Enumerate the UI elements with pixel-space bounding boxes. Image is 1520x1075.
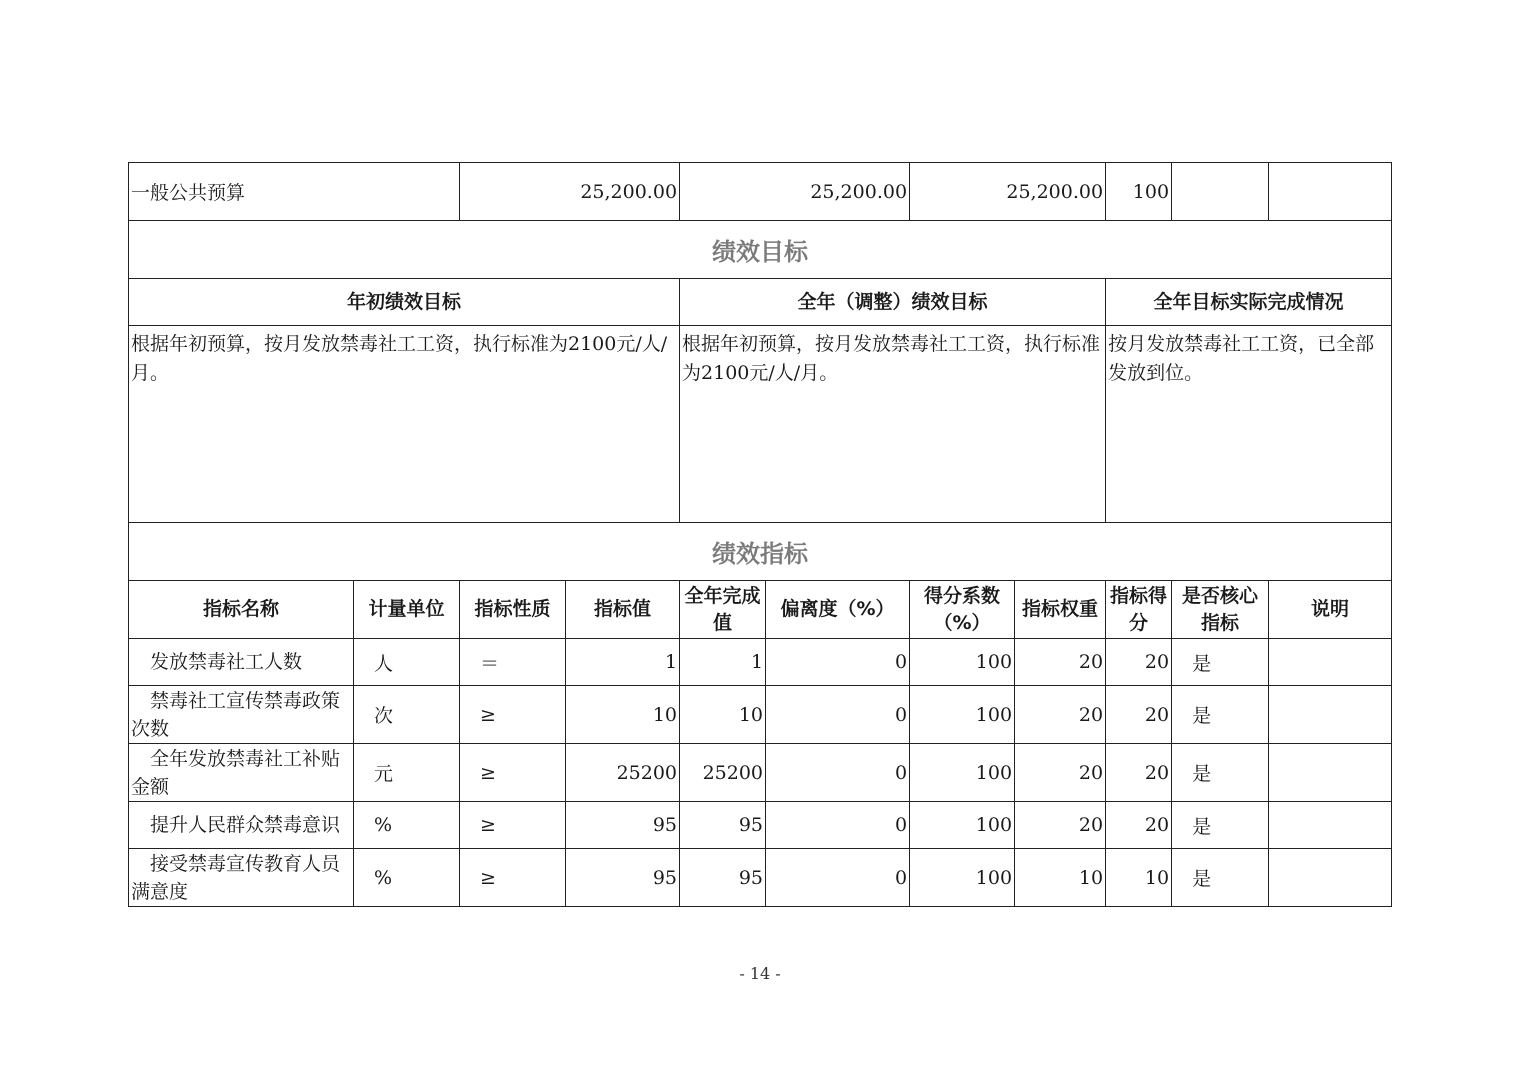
indicator-target: 95 [566,849,680,907]
header-target: 指标值 [566,581,680,639]
goal-header-actual: 全年目标实际完成情况 [1106,279,1392,326]
indicator-nature: ＝ [460,639,566,686]
table-row [129,802,1392,849]
indicator-coefficient: 100 [910,802,1015,849]
indicator-note [1269,686,1392,744]
indicator-weight: 20 [1015,639,1106,686]
header-score: 指标得分 [1106,581,1172,639]
indicator-name: 禁毒社工宣传禁毒政策次数 [129,686,354,744]
goal-text-adjusted: 根据年初预算，按月发放禁毒社工工资，执行标准为2100元/人/月。 [680,326,1106,523]
indicator-actual: 95 [680,802,766,849]
indicator-unit: 元 [354,744,460,802]
indicator-target: 95 [566,802,680,849]
performance-table [128,162,1392,907]
page-number: - 14 - [739,964,781,983]
goals-header-row [129,279,1392,326]
header-indicator-name: 指标名称 [129,581,354,639]
header-core: 是否核心指标 [1172,581,1269,639]
indicator-name: 发放禁毒社工人数 [129,639,354,686]
goals-title-row [129,221,1392,279]
indicator-deviation: 0 [766,639,910,686]
indicator-note [1269,849,1392,907]
header-deviation: 偏离度（%） [766,581,910,639]
budget-row [129,163,1392,221]
indicator-core: 是 [1172,802,1269,849]
indicator-unit: % [354,849,460,907]
indicator-note [1269,802,1392,849]
indicator-unit: 人 [354,639,460,686]
header-coefficient: 得分系数（%） [910,581,1015,639]
table-row [129,639,1392,686]
indicator-nature: ≥ [460,849,566,907]
indicator-coefficient: 100 [910,849,1015,907]
indicators-header-row [129,581,1392,639]
header-nature: 指标性质 [460,581,566,639]
indicator-score: 20 [1106,802,1172,849]
indicators-section-title: 绩效指标 [129,523,1392,581]
goals-body-row [129,326,1392,523]
header-unit: 计量单位 [354,581,460,639]
table-row [129,686,1392,744]
indicator-core: 是 [1172,639,1269,686]
indicator-actual: 95 [680,849,766,907]
indicator-note [1269,639,1392,686]
header-actual: 全年完成值 [680,581,766,639]
indicator-core: 是 [1172,849,1269,907]
budget-value-1: 25,200.00 [460,163,680,221]
budget-value-6 [1269,163,1392,221]
goal-header-initial: 年初绩效目标 [129,279,680,326]
indicator-target: 10 [566,686,680,744]
budget-value-4: 100 [1106,163,1172,221]
goal-text-initial: 根据年初预算，按月发放禁毒社工工资，执行标准为2100元/人/月。 [129,326,680,523]
indicator-actual: 1 [680,639,766,686]
indicator-deviation: 0 [766,802,910,849]
indicator-name: 接受禁毒宣传教育人员满意度 [129,849,354,907]
indicator-unit: 次 [354,686,460,744]
indicators-title-row [129,523,1392,581]
indicator-core: 是 [1172,744,1269,802]
header-note: 说明 [1269,581,1392,639]
indicator-score: 20 [1106,639,1172,686]
indicator-actual: 25200 [680,744,766,802]
indicator-weight: 20 [1015,744,1106,802]
table-row [129,744,1392,802]
indicator-note [1269,744,1392,802]
goal-header-adjusted: 全年（调整）绩效目标 [680,279,1106,326]
indicator-nature: ≥ [460,686,566,744]
indicator-score: 20 [1106,686,1172,744]
goal-text-actual: 按月发放禁毒社工工资，已全部发放到位。 [1106,326,1392,523]
indicator-deviation: 0 [766,744,910,802]
indicator-deviation: 0 [766,686,910,744]
indicator-actual: 10 [680,686,766,744]
indicator-deviation: 0 [766,849,910,907]
indicator-coefficient: 100 [910,686,1015,744]
table-row [129,849,1392,907]
indicator-weight: 10 [1015,849,1106,907]
goals-section-title: 绩效目标 [129,221,1392,279]
indicator-nature: ≥ [460,802,566,849]
indicator-coefficient: 100 [910,639,1015,686]
indicator-weight: 20 [1015,802,1106,849]
budget-value-3: 25,200.00 [910,163,1106,221]
indicator-name: 提升人民群众禁毒意识 [129,802,354,849]
indicator-name: 全年发放禁毒社工补贴金额 [129,744,354,802]
budget-label: 一般公共预算 [129,163,460,221]
indicator-coefficient: 100 [910,744,1015,802]
budget-value-5 [1172,163,1269,221]
indicator-target: 1 [566,639,680,686]
indicator-core: 是 [1172,686,1269,744]
indicator-target: 25200 [566,744,680,802]
indicator-score: 10 [1106,849,1172,907]
indicator-unit: % [354,802,460,849]
indicator-score: 20 [1106,744,1172,802]
budget-value-2: 25,200.00 [680,163,910,221]
header-weight: 指标权重 [1015,581,1106,639]
indicator-nature: ≥ [460,744,566,802]
indicator-weight: 20 [1015,686,1106,744]
